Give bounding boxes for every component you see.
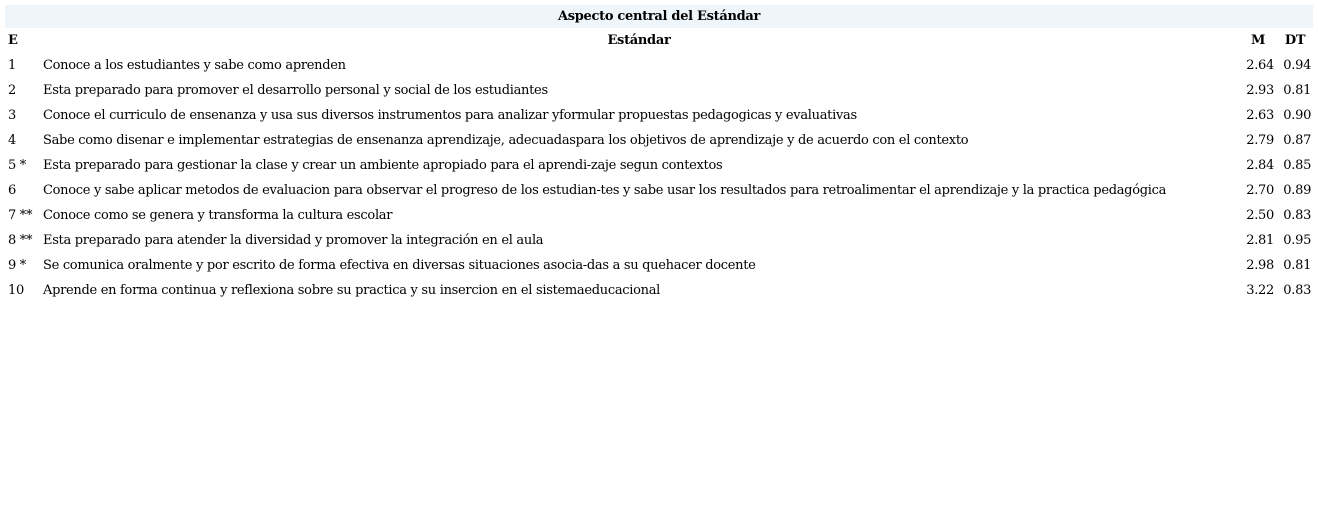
header-estandar: Estándar	[607, 33, 671, 48]
table-row	[5, 278, 1313, 303]
cell-m: 2.64	[1246, 58, 1274, 73]
cell-e: 7 **	[8, 208, 33, 223]
cell-m: 2.81	[1246, 233, 1274, 248]
cell-dt: 0.85	[1283, 158, 1312, 173]
table-row	[5, 228, 1313, 253]
cell-e: 2	[8, 83, 16, 98]
cell-m: 2.98	[1246, 258, 1274, 273]
cell-m: 2.93	[1246, 83, 1274, 98]
cell-e: 5 *	[8, 158, 27, 173]
cell-e: 4	[8, 133, 16, 148]
table-row	[5, 253, 1313, 278]
table-row	[5, 178, 1313, 203]
cell-m: 3.22	[1246, 283, 1274, 298]
cell-dt: 0.83	[1283, 208, 1312, 223]
cell-dt: 0.81	[1283, 83, 1312, 98]
cell-e: 6	[8, 183, 16, 198]
cell-e: 10	[8, 283, 24, 298]
cell-estandar: Conoce como se genera y transforma la cultura escolar	[43, 208, 393, 223]
cell-estandar: Conoce a los estudiantes y sabe como aprenden	[43, 58, 346, 73]
table-caption-row	[5, 5, 1313, 28]
cell-dt: 0.87	[1283, 133, 1312, 148]
cell-m: 2.50	[1246, 208, 1274, 223]
table-row	[5, 78, 1313, 103]
header-m: M	[1250, 33, 1266, 48]
cell-dt: 0.89	[1283, 183, 1312, 198]
cell-estandar: Sabe como disenar e implementar estrategias de ensenanza aprendizaje, adecuadaspara los objetivos de aprendizaje y de acuerdo con el contexto	[43, 133, 969, 148]
cell-estandar: Esta preparado para promover el desarrollo personal y social de los estudiantes	[43, 83, 548, 98]
cell-dt: 0.95	[1283, 233, 1312, 248]
table-caption: Aspecto central del Estándar	[5, 5, 1313, 28]
cell-e: 8 **	[8, 233, 33, 248]
cell-m: 2.70	[1246, 183, 1274, 198]
table-row	[5, 53, 1313, 78]
table-row	[5, 203, 1313, 228]
cell-dt: 0.83	[1283, 283, 1312, 298]
table-row	[5, 128, 1313, 153]
cell-estandar: Aprende en forma continua y reflexiona sobre su practica y su insercion en el sistemaeducacional	[43, 283, 661, 298]
cell-e: 9 *	[8, 258, 27, 273]
cell-dt: 0.90	[1283, 108, 1312, 123]
cell-e: 3	[8, 108, 16, 123]
table-header-row	[5, 28, 1313, 53]
cell-estandar: Esta preparado para atender la diversidad y promover la integración en el aula	[43, 233, 544, 248]
header-dt: DT	[1284, 33, 1306, 48]
cell-e: 1	[8, 58, 16, 73]
table-row	[5, 153, 1313, 178]
cell-estandar: Conoce y sabe aplicar metodos de evaluacion para observar el progreso de los estudian-tes y sabe usar los resultados para retroalimentar el aprendizaje y la practica pedagógica	[43, 183, 1167, 198]
cell-estandar: Esta preparado para gestionar la clase y crear un ambiente apropiado para el aprendi-zaje segun contextos	[43, 158, 723, 173]
cell-estandar: Conoce el curriculo de ensenanza y usa sus diversos instrumentos para analizar yformular propuestas pedagogicas y evaluativas	[43, 108, 857, 123]
cell-dt: 0.81	[1283, 258, 1312, 273]
cell-m: 2.79	[1246, 133, 1274, 148]
standards-table	[5, 5, 1313, 303]
cell-m: 2.63	[1246, 108, 1274, 123]
table-row	[5, 103, 1313, 128]
header-e: E	[8, 33, 18, 48]
cell-dt: 0.94	[1283, 58, 1312, 73]
cell-m: 2.84	[1246, 158, 1274, 173]
cell-estandar: Se comunica oralmente y por escrito de forma efectiva en diversas situaciones asocia-das a su quehacer docente	[43, 258, 756, 273]
